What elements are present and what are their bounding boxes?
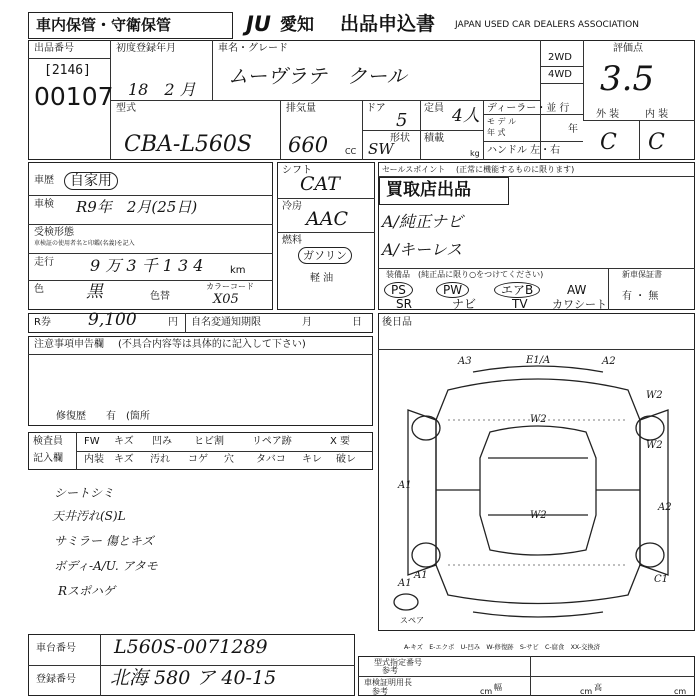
exterior-label: 外 装 (596, 109, 620, 120)
km-label: km (230, 265, 246, 276)
shape-label: 形状 (390, 133, 410, 144)
inspection-label: 車検 (34, 199, 54, 210)
interior-value: C (648, 130, 665, 155)
shift-label: シフト (282, 165, 312, 176)
inspector-note-4: ボディ-A/U. アタモ (54, 559, 158, 573)
spec-ref-label: 参考 (382, 666, 398, 675)
interior-label: 内 装 (645, 109, 669, 120)
cc-label: CC (345, 147, 357, 156)
capacity-value: 4人 (452, 106, 480, 126)
buy-shop-title: 買取店出品 (386, 180, 471, 200)
capacity-label: 定員 (424, 103, 444, 114)
check-cut: キレ (302, 454, 322, 465)
check-repair-mark: リペア跡 (252, 436, 292, 447)
association-name: JAPAN USED CAR DEALERS ASSOCIATION (455, 20, 639, 30)
color-code-label: カラーコード (206, 282, 254, 291)
notes-title: 注意事項申告欄 (34, 339, 104, 350)
doors-label: ドア (366, 103, 386, 114)
inspector-note-1: シートシミ (54, 486, 115, 500)
ju-logo: JU (246, 12, 271, 36)
spec-no-label: 型式指定番号 (374, 658, 422, 667)
inspector-note-3: サミラー 傷とキズ (54, 534, 154, 548)
mark-a1-left: A1 (398, 480, 412, 491)
check-fw: FW (84, 436, 100, 447)
lot-bracket: [2146] (44, 63, 91, 78)
month-label: 月 (302, 317, 312, 328)
check-int-scratch: キズ (114, 454, 134, 465)
cert-cm-3: cm (674, 687, 687, 696)
history-label: 車歴 (34, 175, 54, 186)
mark-a2-top: A2 (602, 356, 616, 367)
equip-tv: TV (512, 297, 528, 311)
check-crack: ヒビ割 (194, 436, 224, 447)
shift-value: CAT (300, 173, 340, 195)
equip-leather-seat: カワシート (552, 298, 607, 311)
fuel-gasoline: ガソリン (298, 247, 352, 264)
lot-number: 00107 (34, 82, 114, 111)
color-change-label: 色替 (150, 291, 170, 302)
warranty-label: 新車保証書 (622, 270, 662, 279)
doors-value: 5 (396, 110, 408, 131)
mark-a1-rear-left: A1 (398, 578, 412, 589)
equip-note: (純正品に限り○をつけてください) (418, 270, 544, 279)
check-burn: コゲ (188, 454, 208, 465)
shape-value: SW (368, 140, 394, 158)
cert-height-label: 高 (594, 683, 602, 692)
sales-point-note: (正常に機能するものに限ります) (456, 165, 575, 174)
check-tear: 破レ (336, 454, 356, 465)
notes-sub: (不具合内容等は具体的に記入して下さい) (118, 339, 306, 350)
equip-airbag: エアB (494, 282, 540, 298)
check-tobacco: タバコ (256, 454, 286, 465)
car-name-value: ムーヴラテ クール (228, 64, 407, 88)
displacement-label: 排気量 (286, 103, 316, 114)
model-label: 型式 (116, 103, 136, 114)
check-interior: 内装 (84, 454, 104, 465)
aircon-value: AAC (306, 208, 348, 230)
model-year-label: モ デ ル (487, 117, 517, 126)
mileage-label: 走行 (34, 257, 54, 268)
check-scratch: キズ (114, 436, 134, 447)
handle-label: ハンドル 左・右 (487, 145, 561, 156)
warranty-options: 有 ・ 無 (622, 291, 659, 302)
reg-no-label: 登録番号 (36, 674, 76, 685)
aircon-label: 冷房 (282, 201, 302, 212)
exterior-value: C (600, 130, 617, 155)
cert-cm-2: cm (580, 687, 593, 696)
mark-a3: A3 (458, 356, 472, 367)
day-label: 日 (352, 317, 362, 328)
car-name-label: 車名・グレード (218, 43, 288, 54)
mark-c1: C1 (654, 574, 669, 585)
model-value: CBA-L560S (124, 132, 252, 157)
chassis-value: L560S-0071289 (114, 636, 268, 658)
color-code-value: X05 (213, 292, 239, 307)
fuel-label: 燃料 (282, 235, 302, 246)
plate-value: 北海 580 ア 40-15 (110, 667, 277, 689)
form-title: 出品申込書 (340, 13, 436, 35)
equip-sr: SR (396, 297, 412, 311)
sales-point-label: セールスポイント (382, 165, 446, 174)
mark-w2-right: W2 (646, 440, 663, 451)
receipt-note: 車検証の使用者名と印鑑(名義)を記入 (34, 240, 135, 247)
rating-label: 評価点 (613, 43, 643, 54)
rating-value: 3.5 (600, 59, 655, 99)
load-label: 積載 (424, 133, 444, 144)
mileage-value: 9 万 3 千 1 3 4 (90, 256, 204, 275)
r-ken-value: 9,100 (88, 310, 137, 330)
repair-history-label: 修復歴 有 (箇所 (56, 411, 150, 422)
history-value: 自家用 (64, 172, 118, 190)
kg-label: kg (470, 149, 480, 158)
sales-point-1: A/純正ナビ (382, 212, 463, 231)
damage-legend: A-キズ E-エクボ U-凹み W-修復跡 S-サビ C-腐食 XX-交換済 (404, 644, 601, 651)
check-dent: 凹み (152, 436, 172, 447)
inspection-value: R9年 2月(25日) (76, 198, 198, 216)
inspector-label: 検査員 (33, 436, 63, 447)
dealer-parallel-label: ディーラー・並 行 (487, 103, 570, 114)
cert-width-label: 幅 (494, 683, 502, 692)
sales-point-2: A/キーレス (382, 240, 463, 259)
receipt-form-label: 受検形態 (34, 227, 74, 238)
equip-ps: PS (384, 282, 413, 298)
check-hole: 穴 (224, 454, 234, 465)
mark-w2-hood: W2 (530, 414, 547, 425)
mark-a2-right: A2 (658, 502, 672, 513)
car-diagram (378, 350, 695, 630)
mark-w2-roof: W2 (530, 510, 547, 521)
tax-date-label: 自名変通知期限 (191, 317, 261, 328)
logo-region: 愛知 (280, 15, 314, 35)
diesel-label: 軽 油 (310, 273, 334, 284)
first-reg-label: 初度登録年月 (116, 43, 176, 54)
inspector-note-2: 天井汚れ(S)L (52, 509, 126, 523)
equip-pw: PW (436, 282, 469, 298)
equip-navi: ナビ (452, 297, 477, 311)
mark-a1-rear: A1 (414, 570, 428, 581)
cert-cm-1: cm (480, 687, 493, 696)
chassis-label: 車台番号 (36, 643, 76, 654)
drive-2wd-label: 2WD (548, 52, 572, 63)
lot-no-label: 出品番号 (34, 43, 74, 54)
equip-aw: AW (567, 283, 587, 297)
inspector-note-5: Rスポハゲ (58, 584, 116, 598)
r-ken-label: R券 (34, 317, 51, 328)
equip-label: 装備品 (386, 270, 410, 279)
drive-4wd-label: 4WD (548, 69, 572, 80)
color-value: 黒 (86, 282, 103, 302)
yen-label: 円 (168, 317, 178, 328)
mark-w2-right-front: W2 (646, 390, 663, 401)
check-dirt: 汚れ (150, 454, 170, 465)
displacement-value: 660 (288, 133, 329, 157)
mark-e1a: E1/A (526, 355, 551, 366)
entry-label: 記入欄 (33, 453, 63, 464)
year-char-label: 年 (568, 124, 578, 135)
after-install-label: 後日品 (382, 317, 412, 328)
spare-label: スペア (400, 616, 424, 625)
model-year-label-2: 年 式 (487, 128, 506, 137)
cert-ref-label: 参考 (372, 687, 388, 696)
first-reg-value: 18 2 月 (128, 80, 196, 99)
check-x-required: X 要 (330, 436, 351, 447)
color-label: 色 (34, 284, 44, 295)
cert-length-label: 車検証明用長 (364, 678, 412, 687)
storage-label: 車内保管・守衛保管 (36, 16, 172, 34)
